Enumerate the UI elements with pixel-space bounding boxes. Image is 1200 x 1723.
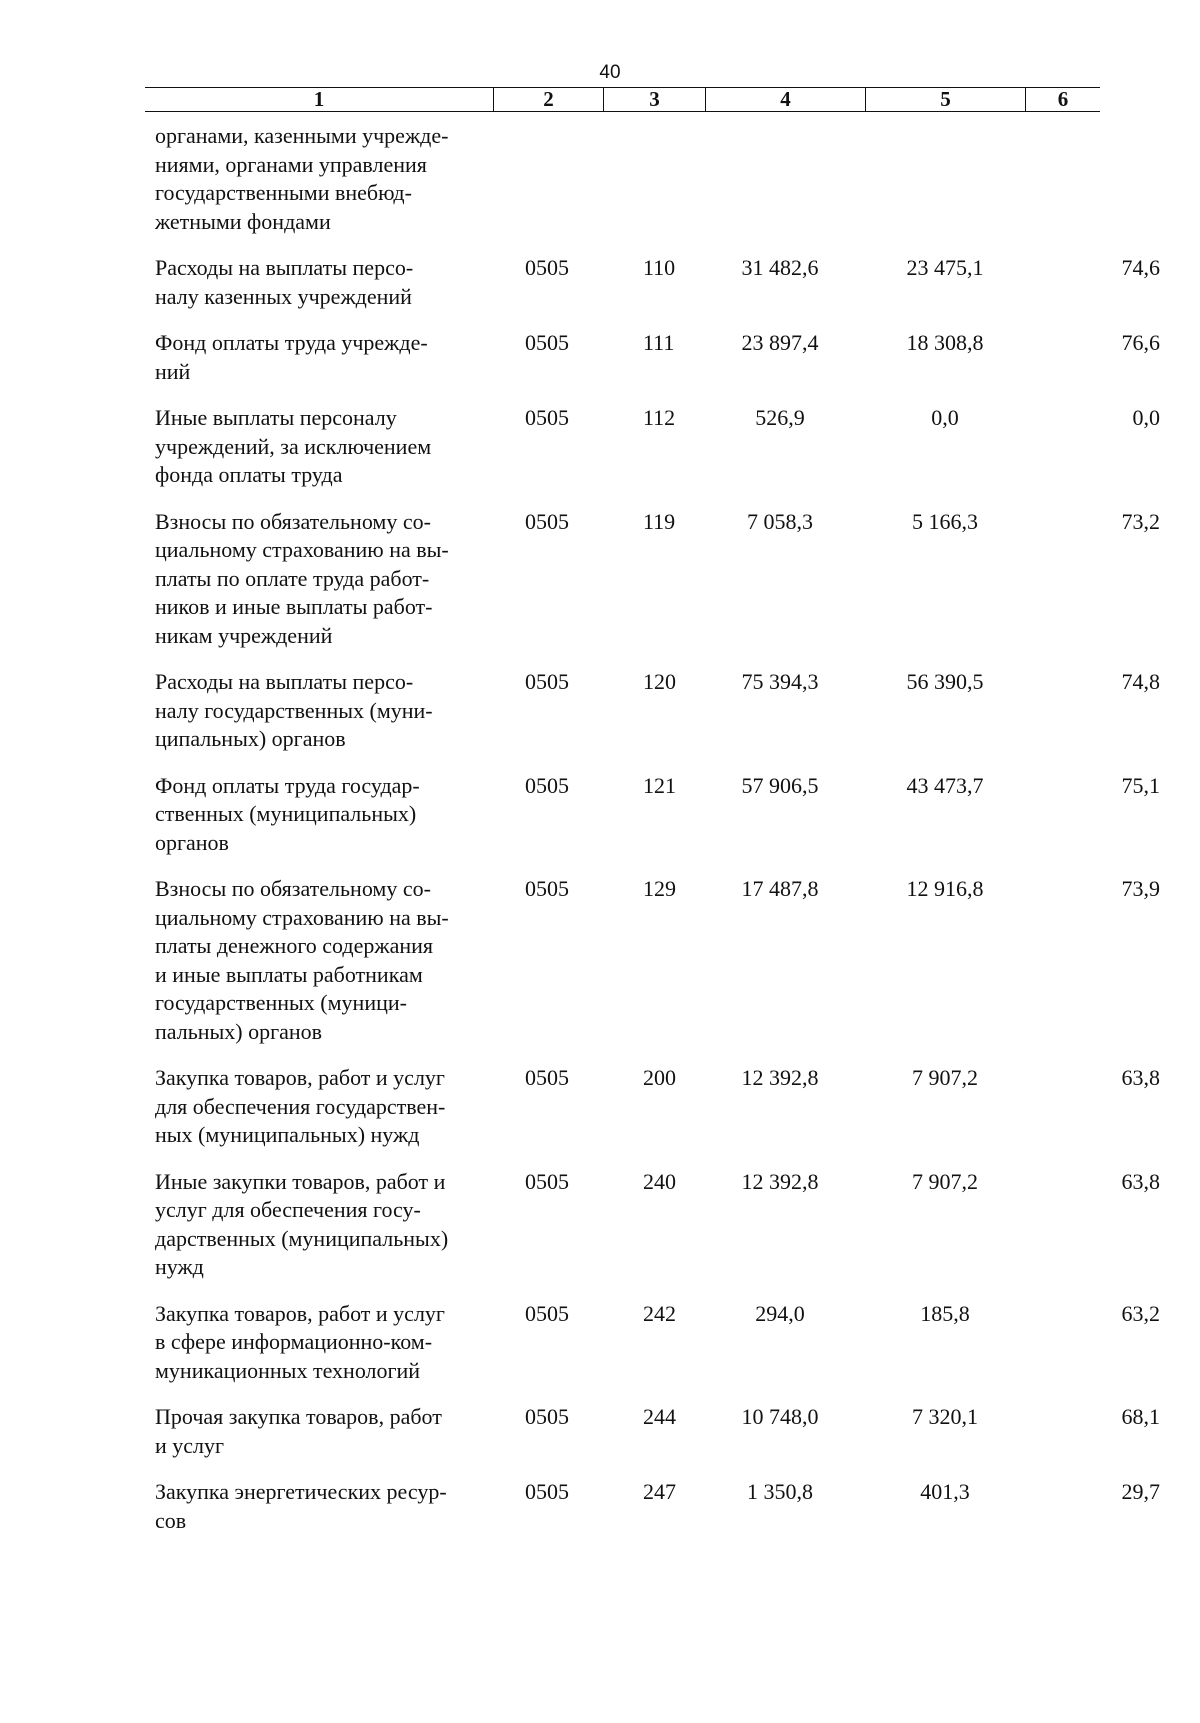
cell-expense-type-code: 247 [643, 1479, 676, 1504]
row-label: Закупка энергетических ресур- сов [155, 1479, 447, 1533]
row-label: Расходы на выплаты персо- налу государственных (муни- ципальных) органов [155, 669, 433, 751]
table-row [155, 122, 485, 236]
cell-executed-amount: 7 320,1 [912, 1404, 978, 1429]
cell-execution-percent: 63,8 [1121, 1168, 1160, 1194]
cell-approved-amount: 10 748,0 [741, 1404, 819, 1429]
row-label: Взносы по обязательному со- циальному страхованию на вы- платы денежного содержания и иные выплаты работникам государственных (муници- пальных) органов [155, 876, 449, 1044]
table-row [155, 668, 1160, 754]
table-row [155, 772, 1160, 858]
cell-section-code: 0505 [525, 1479, 569, 1504]
cell-expense-type-code: 244 [643, 1404, 676, 1429]
cell-section-code: 0505 [525, 1065, 569, 1090]
cell-executed-amount: 18 308,8 [906, 330, 984, 355]
column-header-6: 6 [1025, 88, 1100, 111]
cell-section-code: 0505 [525, 508, 569, 534]
table-row [155, 1300, 1160, 1386]
cell-section-code: 0505 [525, 1300, 569, 1326]
cell-execution-percent: 74,6 [1121, 255, 1160, 280]
table-body [155, 122, 1160, 1553]
cell-approved-amount: 23 897,4 [741, 330, 819, 355]
cell-executed-amount: 5 166,3 [912, 508, 978, 534]
cell-expense-type-code: 120 [643, 669, 676, 694]
cell-section-code: 0505 [525, 772, 569, 798]
cell-approved-amount: 7 058,3 [747, 508, 813, 534]
cell-expense-type-code: 110 [643, 255, 676, 280]
cell-section-code: 0505 [525, 405, 569, 430]
row-label: Иные закупки товаров, работ и услуг для обеспечения госу- дарственных (муниципальных) нужд [155, 1168, 449, 1279]
cell-section-code: 0505 [525, 255, 569, 280]
cell-execution-percent: 75,1 [1121, 772, 1160, 798]
cell-executed-amount: 7 907,2 [912, 1065, 978, 1090]
cell-execution-percent: 76,6 [1121, 330, 1160, 355]
row-label: органами, казенными учрежде- ниями, органами управления государственными внебюд- жетными фондами [155, 123, 449, 234]
row-label: Фонд оплаты труда государ- ственных (муниципальных) органов [155, 772, 420, 855]
page-number: 40 [599, 62, 621, 83]
cell-executed-amount: 12 916,8 [906, 876, 984, 901]
cell-execution-percent: 68,1 [1121, 1404, 1160, 1429]
table-row [155, 875, 1160, 1046]
row-label: Расходы на выплаты персо- налу казенных учреждений [155, 255, 414, 309]
table-row [155, 1403, 1160, 1460]
cell-executed-amount: 43 473,7 [906, 772, 984, 798]
table-row [155, 254, 1160, 311]
cell-executed-amount: 185,8 [920, 1300, 970, 1326]
row-label: Закупка товаров, работ и услуг для обеспечения государствен- ных (муниципальных) нужд [155, 1065, 446, 1147]
row-label: Иные выплаты персоналу учреждений, за исключением фонда оплаты труда [155, 405, 432, 487]
cell-approved-amount: 12 392,8 [741, 1168, 819, 1194]
cell-executed-amount: 56 390,5 [906, 669, 984, 694]
row-label: Закупка товаров, работ и услуг в сфере информационно-ком- муникационных технологий [155, 1300, 445, 1383]
cell-expense-type-code: 121 [643, 772, 676, 798]
row-label: Фонд оплаты труда учрежде- ний [155, 330, 428, 384]
table-row [155, 1168, 1160, 1282]
cell-expense-type-code: 200 [643, 1065, 676, 1090]
column-header-3: 3 [603, 88, 705, 111]
cell-approved-amount: 57 906,5 [741, 772, 819, 798]
cell-section-code: 0505 [525, 876, 569, 901]
cell-expense-type-code: 112 [643, 405, 676, 430]
cell-executed-amount: 0,0 [931, 405, 959, 430]
cell-executed-amount: 23 475,1 [906, 255, 984, 280]
cell-expense-type-code: 111 [643, 330, 675, 355]
cell-execution-percent: 0,0 [1132, 405, 1160, 430]
column-header-2: 2 [493, 88, 603, 111]
row-label: Взносы по обязательному со- циальному страхованию на вы- платы по оплате труда работ- ников и иные выплаты работ- никам учреждений [155, 508, 449, 648]
column-header-1: 1 [313, 87, 325, 111]
column-header-5: 5 [865, 88, 1025, 111]
cell-section-code: 0505 [525, 1404, 569, 1429]
row-label: Прочая закупка товаров, работ и услуг [155, 1404, 442, 1458]
cell-approved-amount: 12 392,8 [741, 1065, 819, 1090]
table-row [155, 404, 1160, 490]
cell-expense-type-code: 240 [643, 1168, 676, 1194]
cell-approved-amount: 75 394,3 [741, 669, 819, 694]
column-header-4: 4 [705, 88, 865, 111]
cell-executed-amount: 401,3 [920, 1479, 970, 1504]
cell-approved-amount: 294,0 [755, 1300, 805, 1326]
cell-expense-type-code: 242 [643, 1300, 676, 1326]
cell-approved-amount: 1 350,8 [747, 1479, 813, 1504]
cell-execution-percent: 73,9 [1121, 876, 1160, 901]
table-header [145, 87, 1100, 112]
cell-execution-percent: 29,7 [1121, 1479, 1160, 1504]
table-row [155, 329, 1160, 386]
cell-section-code: 0505 [525, 1168, 569, 1194]
cell-approved-amount: 17 487,8 [741, 876, 819, 901]
cell-execution-percent: 63,2 [1121, 1300, 1160, 1326]
cell-section-code: 0505 [525, 669, 569, 694]
cell-execution-percent: 74,8 [1121, 669, 1160, 694]
table-row [155, 508, 1160, 651]
cell-executed-amount: 7 907,2 [912, 1168, 978, 1194]
cell-expense-type-code: 129 [643, 876, 676, 901]
table-row [155, 1478, 1160, 1535]
cell-execution-percent: 63,8 [1121, 1065, 1160, 1090]
cell-approved-amount: 526,9 [755, 405, 805, 430]
table-row [155, 1064, 1160, 1150]
cell-section-code: 0505 [525, 330, 569, 355]
cell-approved-amount: 31 482,6 [741, 255, 819, 280]
cell-expense-type-code: 119 [643, 508, 676, 534]
cell-execution-percent: 73,2 [1121, 508, 1160, 534]
